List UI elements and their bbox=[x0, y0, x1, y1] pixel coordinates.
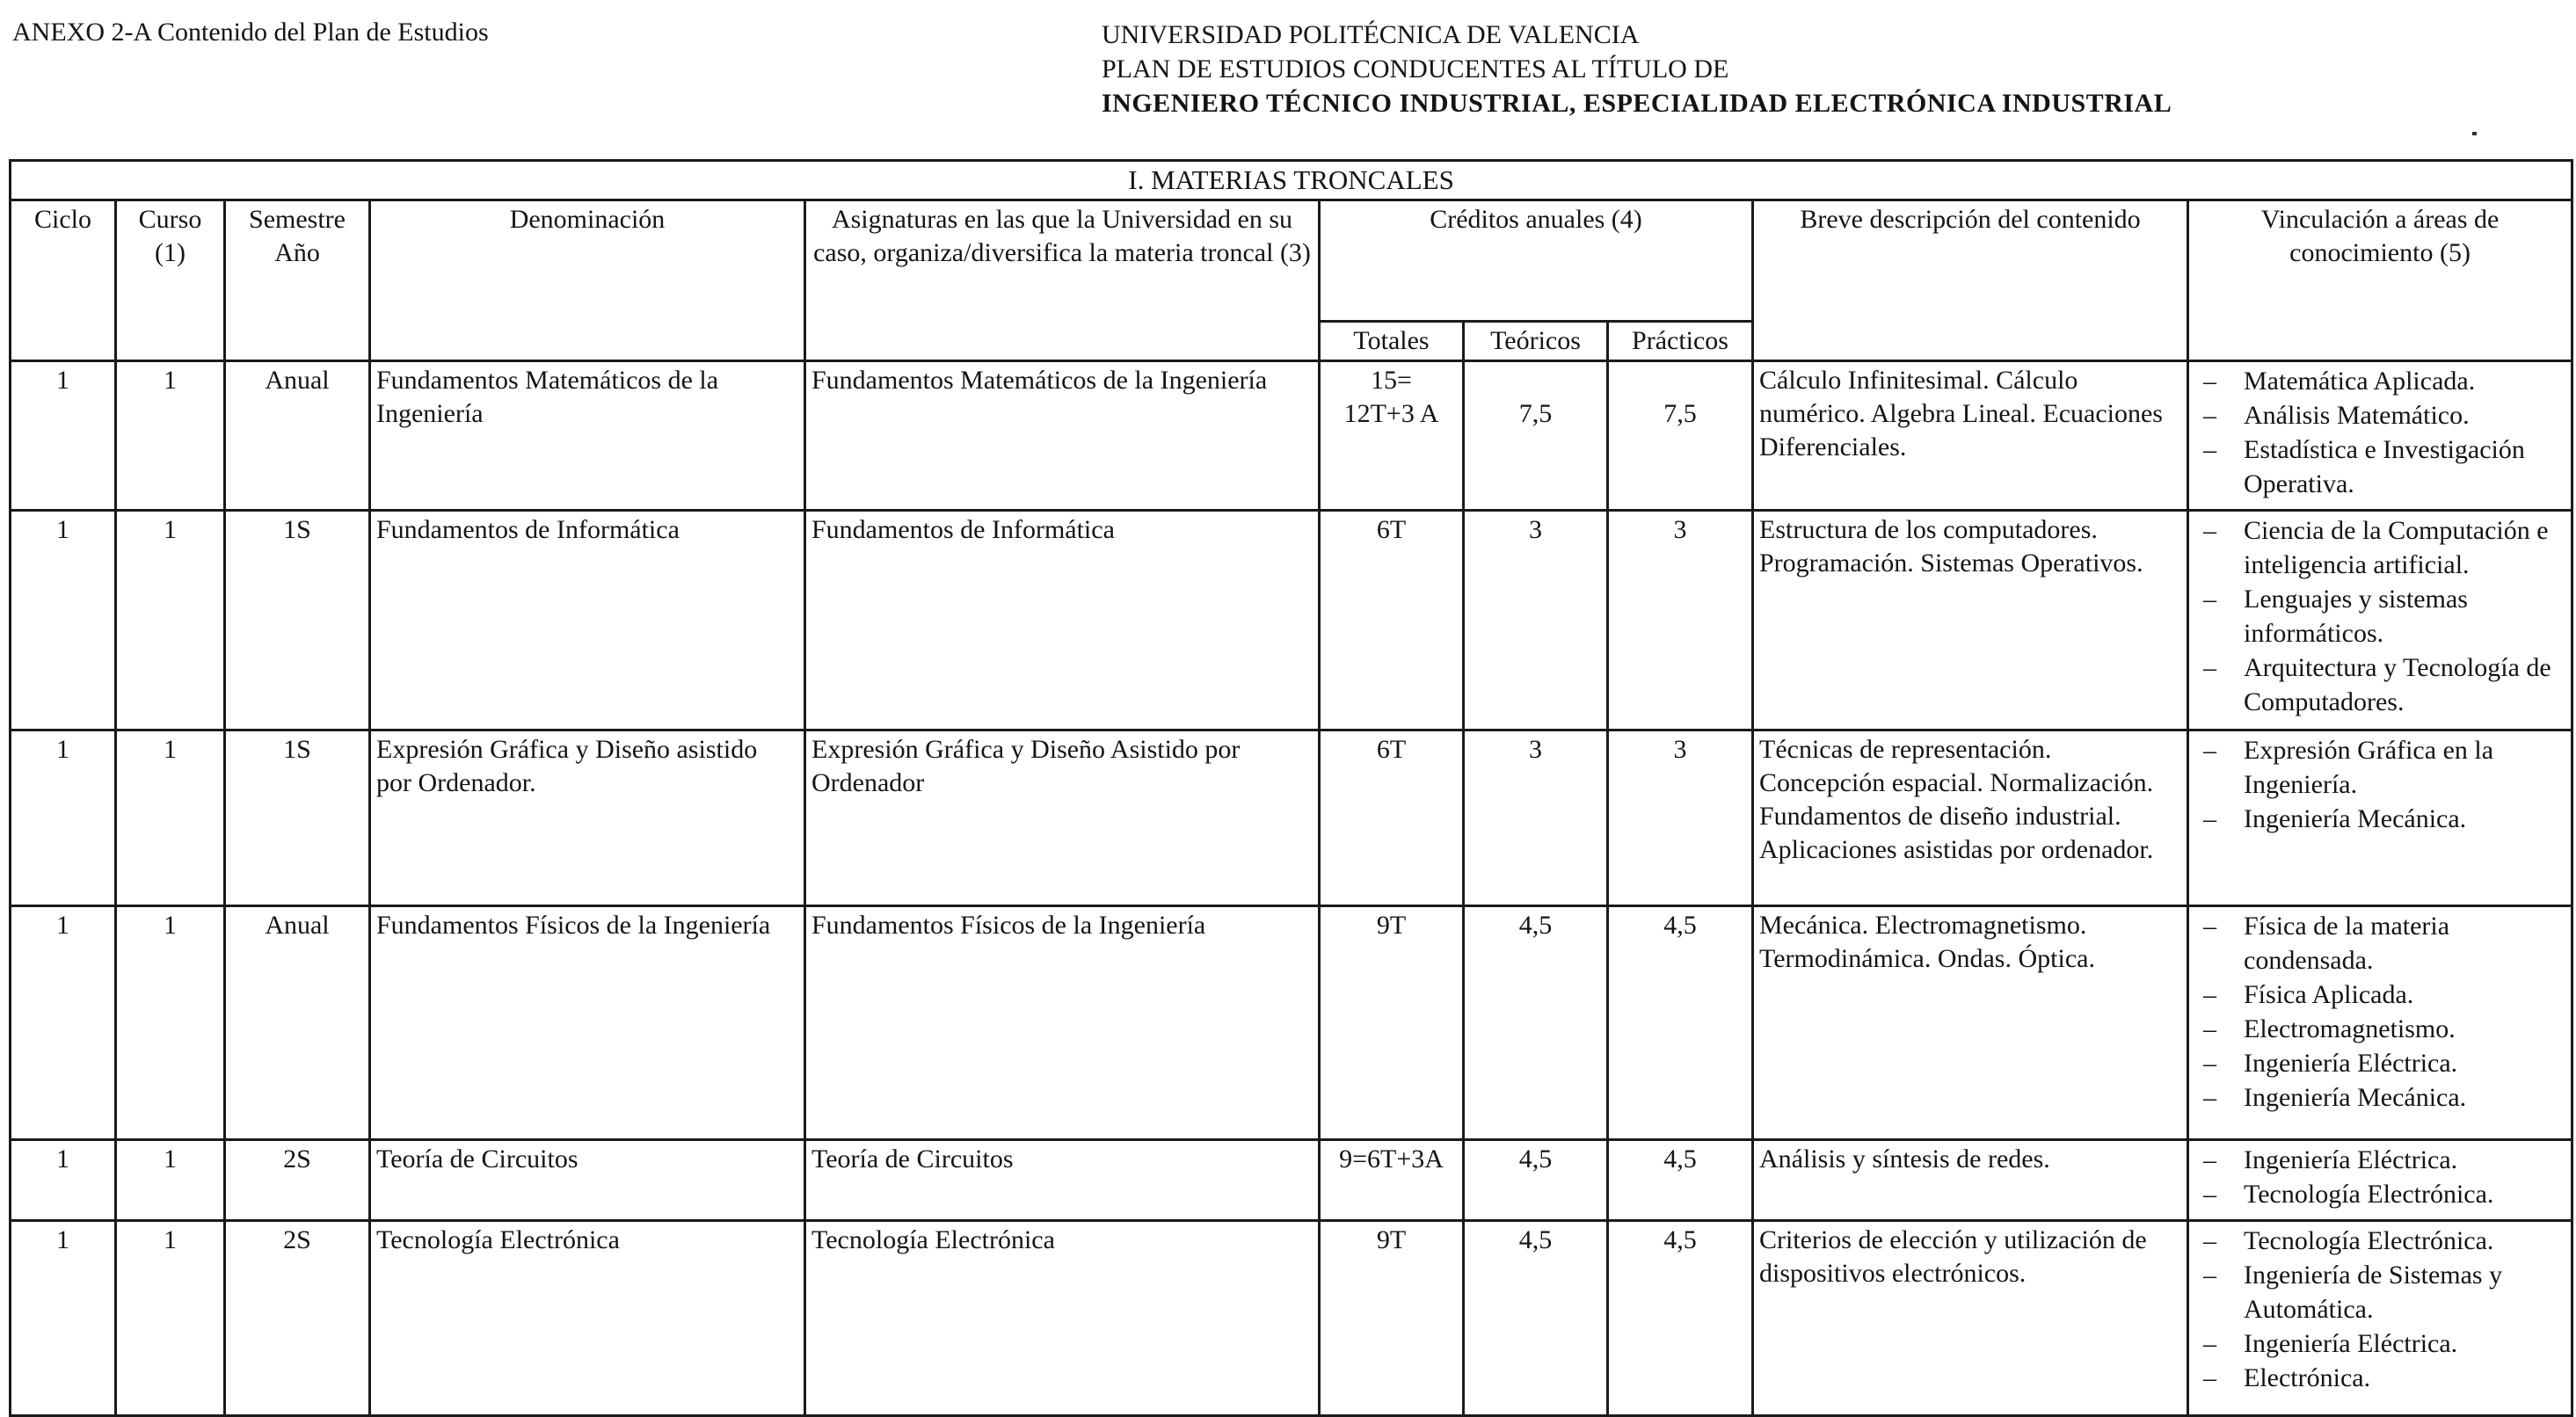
ciclo-cell: 1 bbox=[11, 906, 116, 1140]
curso-cell: 1 bbox=[116, 511, 225, 730]
totales-cell bbox=[1320, 730, 1464, 906]
teoricos-cell: 7,5 bbox=[1464, 361, 1608, 511]
area-item: – Matemática Aplicada. bbox=[2194, 364, 2565, 398]
denominacion-cell: Tecnología Electrónica bbox=[370, 1221, 805, 1416]
stray-dot bbox=[2472, 132, 2477, 135]
table-row bbox=[11, 511, 2572, 730]
totales-line: 9T bbox=[1376, 911, 1407, 940]
descripcion-cell: Cálculo Infinitesimal. Cálculo numérico. Algebra Lineal. Ecuaciones Diferenciales. bbox=[1753, 361, 2188, 511]
descripcion-cell: Mecánica. Electromagnetismo. Termodinámica. Ondas. Óptica. bbox=[1753, 906, 2188, 1140]
table-row bbox=[11, 906, 2572, 1140]
col-denominacion: Denominación bbox=[370, 200, 805, 361]
col-curso: Curso (1) bbox=[116, 200, 225, 361]
asignaturas-cell: Fundamentos Físicos de la Ingeniería bbox=[805, 906, 1320, 1140]
descripcion-cell: Análisis y síntesis de redes. bbox=[1753, 1140, 2188, 1221]
asignaturas-cell: Fundamentos de Informática bbox=[805, 511, 1320, 730]
practicos-cell: 4,5 bbox=[1608, 906, 1753, 1140]
area-item: – Ingeniería Eléctrica. bbox=[2194, 1046, 2565, 1080]
curso-cell: 1 bbox=[116, 730, 225, 906]
area-item: – Ingeniería de Sistemas y Automática. bbox=[2194, 1258, 2565, 1326]
degree-title: INGENIERO TÉCNICO INDUSTRIAL, ESPECIALIDAD ELECTRÓNICA INDUSTRIAL bbox=[1102, 89, 2172, 118]
practicos-cell: 3 bbox=[1608, 511, 1753, 730]
denominacion-cell: Expresión Gráfica y Diseño asistido por Ordenador. bbox=[370, 730, 805, 906]
col-ciclo: Ciclo bbox=[11, 200, 116, 361]
document-header bbox=[1102, 18, 2172, 120]
area-item: – Electromagnetismo. bbox=[2194, 1012, 2565, 1046]
area-item: – Ciencia de la Computación e inteligencia artificial. bbox=[2194, 513, 2565, 582]
teoricos-cell: 4,5 bbox=[1464, 906, 1608, 1140]
semestre-cell: Anual bbox=[225, 361, 370, 511]
col-vinculacion: Vinculación a áreas de conocimiento (5) bbox=[2188, 200, 2572, 361]
totales-cell bbox=[1320, 1221, 1464, 1416]
descripcion-cell: Criterios de elección y utilización de dispositivos electrónicos. bbox=[1753, 1221, 2188, 1416]
table-body bbox=[11, 361, 2572, 1416]
denominacion-cell: Teoría de Circuitos bbox=[370, 1140, 805, 1221]
vinculacion-cell bbox=[2188, 1140, 2572, 1221]
col-teoricos: Teóricos bbox=[1464, 322, 1608, 361]
asignaturas-cell: Tecnología Electrónica bbox=[805, 1221, 1320, 1416]
area-item: – Física Aplicada. bbox=[2194, 977, 2565, 1012]
col-creditos: Créditos anuales (4) bbox=[1320, 200, 1753, 322]
area-item: – Estadística e Investigación Operativa. bbox=[2194, 432, 2565, 501]
semestre-cell: 2S bbox=[225, 1221, 370, 1416]
areas-list bbox=[2194, 909, 2565, 1115]
area-item: – Expresión Gráfica en la Ingeniería. bbox=[2194, 733, 2565, 802]
area-item: – Ingeniería Mecánica. bbox=[2194, 1080, 2565, 1115]
area-item: – Análisis Matemático. bbox=[2194, 398, 2565, 432]
denominacion-cell: Fundamentos de Informática bbox=[370, 511, 805, 730]
area-item: – Arquitectura y Tecnología de Computadores. bbox=[2194, 650, 2565, 719]
practicos-cell: 4,5 bbox=[1608, 1140, 1753, 1221]
annex-label: ANEXO 2-A Contenido del Plan de Estudios bbox=[12, 18, 489, 47]
table-row bbox=[11, 1221, 2572, 1416]
totales-cell bbox=[1320, 511, 1464, 730]
curso-cell: 1 bbox=[116, 906, 225, 1140]
vinculacion-cell bbox=[2188, 511, 2572, 730]
table-row bbox=[11, 730, 2572, 906]
col-totales: Totales bbox=[1320, 322, 1464, 361]
area-item: – Ingeniería Mecánica. bbox=[2194, 802, 2565, 836]
ciclo-cell: 1 bbox=[11, 511, 116, 730]
university-name: UNIVERSIDAD POLITÉCNICA DE VALENCIA bbox=[1102, 20, 1640, 49]
totales-line: 9T bbox=[1376, 1225, 1407, 1254]
asignaturas-cell: Expresión Gráfica y Diseño Asistido por Ordenador bbox=[805, 730, 1320, 906]
areas-list bbox=[2194, 733, 2565, 836]
totales-line: 15= bbox=[1371, 366, 1412, 395]
totales-cell bbox=[1320, 906, 1464, 1140]
practicos-cell: 7,5 bbox=[1608, 361, 1753, 511]
areas-list bbox=[2194, 364, 2565, 501]
ciclo-cell: 1 bbox=[11, 730, 116, 906]
areas-list bbox=[2194, 1224, 2565, 1395]
semestre-cell: 2S bbox=[225, 1140, 370, 1221]
area-item: – Ingeniería Eléctrica. bbox=[2194, 1143, 2565, 1177]
totales-line: 12T+3 A bbox=[1343, 399, 1439, 428]
curso-cell: 1 bbox=[116, 1221, 225, 1416]
totales-cell bbox=[1320, 361, 1464, 511]
denominacion-cell: Fundamentos Físicos de la Ingeniería bbox=[370, 906, 805, 1140]
areas-list bbox=[2194, 513, 2565, 719]
ciclo-cell: 1 bbox=[11, 1140, 116, 1221]
practicos-cell: 4,5 bbox=[1608, 1221, 1753, 1416]
semestre-cell: 1S bbox=[225, 511, 370, 730]
teoricos-cell: 4,5 bbox=[1464, 1221, 1608, 1416]
curso-cell: 1 bbox=[116, 361, 225, 511]
col-semestre: Semestre Año bbox=[225, 200, 370, 361]
area-item: – Electrónica. bbox=[2194, 1361, 2565, 1395]
practicos-cell: 3 bbox=[1608, 730, 1753, 906]
vinculacion-cell bbox=[2188, 1221, 2572, 1416]
totales-cell bbox=[1320, 1140, 1464, 1221]
plan-title: PLAN DE ESTUDIOS CONDUCENTES AL TÍTULO DE bbox=[1102, 54, 1729, 84]
area-item: – Física de la materia condensada. bbox=[2194, 909, 2565, 977]
asignaturas-cell: Fundamentos Matemáticos de la Ingeniería bbox=[805, 361, 1320, 511]
area-item: – Tecnología Electrónica. bbox=[2194, 1177, 2565, 1211]
col-asignaturas: Asignaturas en las que la Universidad en su caso, organiza/diversifica la materia troncal (3) bbox=[805, 200, 1320, 361]
asignaturas-cell: Teoría de Circuitos bbox=[805, 1140, 1320, 1221]
table-row bbox=[11, 1140, 2572, 1221]
curso-cell: 1 bbox=[116, 1140, 225, 1221]
area-item: – Ingeniería Eléctrica. bbox=[2194, 1326, 2565, 1361]
teoricos-cell: 3 bbox=[1464, 730, 1608, 906]
semestre-cell: Anual bbox=[225, 906, 370, 1140]
teoricos-cell: 3 bbox=[1464, 511, 1608, 730]
materias-troncales-table bbox=[9, 159, 2573, 1417]
ciclo-cell: 1 bbox=[11, 1221, 116, 1416]
totales-line: 6T bbox=[1376, 515, 1407, 544]
col-descripcion: Breve descripción del contenido bbox=[1753, 200, 2188, 361]
descripcion-cell: Técnicas de representación. Concepción espacial. Normalización. Fundamentos de diseño industrial. Aplicaciones asistidas por ordenador. bbox=[1753, 730, 2188, 906]
area-item: – Lenguajes y sistemas informáticos. bbox=[2194, 582, 2565, 650]
ciclo-cell: 1 bbox=[11, 361, 116, 511]
semestre-cell: 1S bbox=[225, 730, 370, 906]
vinculacion-cell bbox=[2188, 361, 2572, 511]
areas-list bbox=[2194, 1143, 2565, 1211]
table-title: I. MATERIAS TRONCALES bbox=[11, 161, 2572, 200]
vinculacion-cell bbox=[2188, 730, 2572, 906]
table-row bbox=[11, 361, 2572, 511]
col-practicos: Prácticos bbox=[1608, 322, 1753, 361]
totales-line: 6T bbox=[1376, 735, 1407, 764]
vinculacion-cell bbox=[2188, 906, 2572, 1140]
area-item: – Tecnología Electrónica. bbox=[2194, 1224, 2565, 1258]
denominacion-cell: Fundamentos Matemáticos de la Ingeniería bbox=[370, 361, 805, 511]
descripcion-cell: Estructura de los computadores. Programación. Sistemas Operativos. bbox=[1753, 511, 2188, 730]
totales-line: 9=6T+3A bbox=[1339, 1144, 1444, 1174]
teoricos-cell: 4,5 bbox=[1464, 1140, 1608, 1221]
